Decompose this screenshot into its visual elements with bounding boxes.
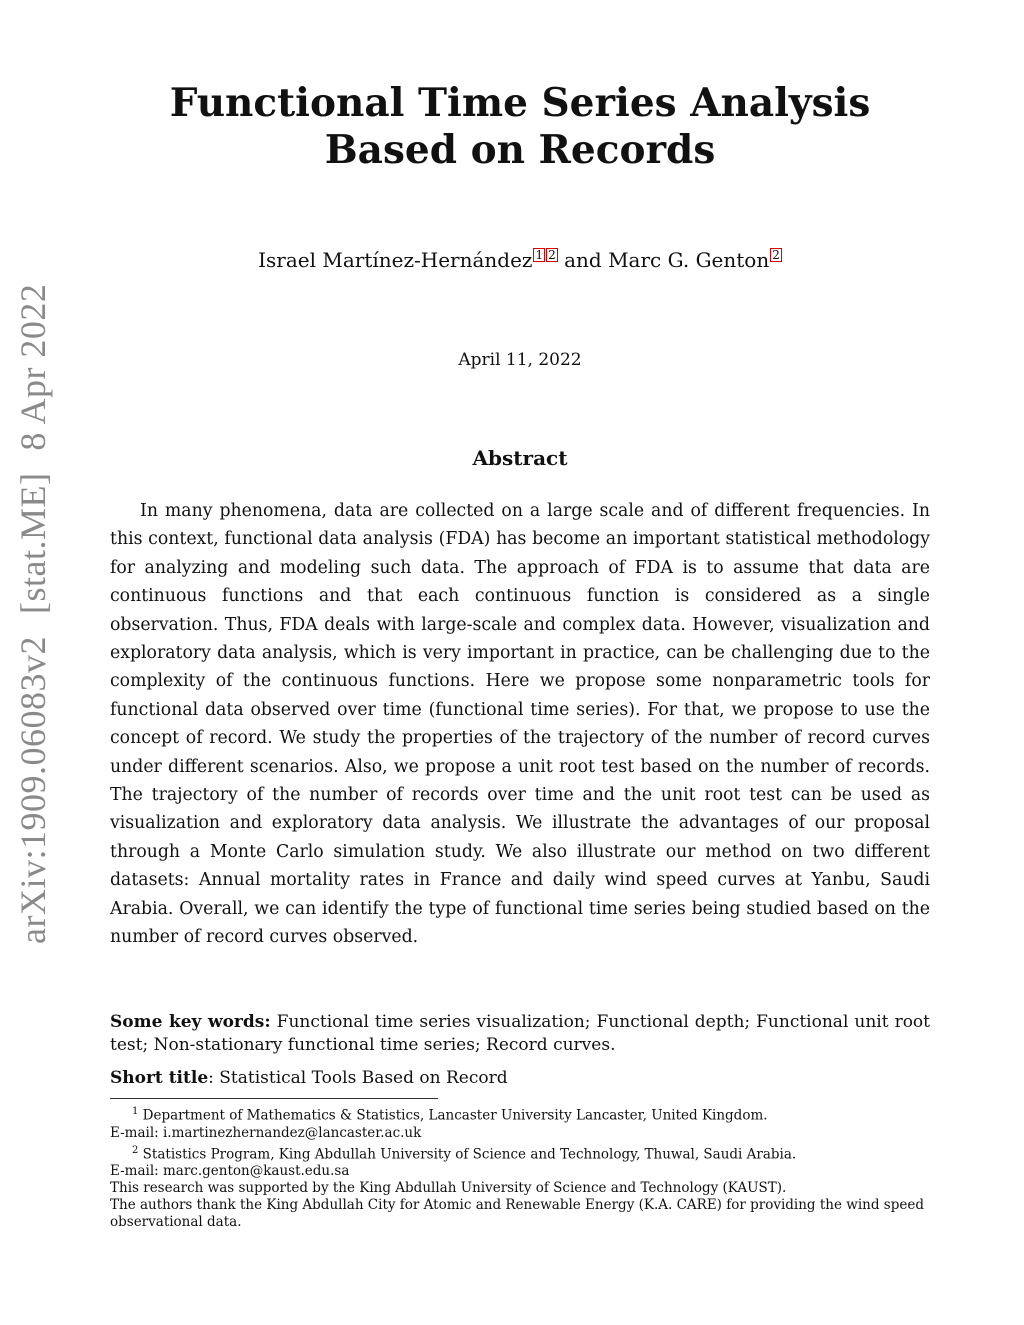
footnote-2 [110, 1142, 930, 1164]
footnote-2-text: Statistics Program, King Abdullah University of Science and Technology, Thuwal, Saudi Arabia. [142, 1146, 797, 1162]
footnote-1 [110, 1103, 930, 1125]
footnote-1-email: E-mail: i.martinezhernandez@lancaster.ac.uk [110, 1124, 422, 1141]
abstract-text: In many phenomena, data are collected on a large scale and of different frequencies. In this context, functional data analysis (FDA) has become an important statistical methodology for analyzing and modeling such data. The approach of FDA is to assume that data are continuous functions and that each continuous function is considered as a single observation. Thus, FDA deals with large-scale and complex data. However, visualization and exploratory data analysis, which is very important in practice, can be challenging due to the complexity of the continuous functions. Here we propose some nonparametric tools for functional data observed over time (functional time series). For that, we propose to use the concept of record. We study the properties of the trajectory of the number of record curves under different scenarios. Also, we propose a unit root test based on the number of records. The trajectory of the number of records over time and the unit root test can be used as visualization and exploratory data analysis. We illustrate the advantages of our proposal through a Monte Carlo simulation study. We also illustrate our method on two different datasets: Annual mortality rates in France and daily wind speed curves at Yanbu, Saudi Arabia. Overall, we can identify the type of functional time series being studied based on the number of record curves observed. [110, 501, 930, 948]
author-name-1: Israel Martínez-Hernández [258, 248, 533, 272]
arxiv-category: [stat.ME] [13, 472, 53, 615]
keywords-label: Some key words: [110, 1012, 271, 1032]
short-title-text: : Statistical Tools Based on Record [208, 1068, 508, 1088]
abstract-heading: Abstract [472, 446, 568, 470]
paper-title: Functional Time Series Analysis Based on Records [169, 80, 871, 173]
short-title [110, 1068, 930, 1088]
footnote-ref-2[interactable]: 2 [548, 248, 556, 262]
arxiv-stamp [12, 262, 54, 944]
author-line [100, 248, 940, 272]
short-title-label: Short title [110, 1068, 209, 1088]
footnote-ref-1[interactable]: 1 [535, 248, 544, 262]
footnotes [110, 1103, 930, 1231]
acknowledgement-note: The authors thank the King Abdullah City for Atomic and Renewable Energy (K.A. CARE) for providing the wind speed observational data. [110, 1197, 924, 1230]
funding-note: This research was supported by the King Abdullah University of Science and Technology (KAUST). [110, 1180, 787, 1196]
footnote-1-mark: 1 [132, 1106, 139, 1117]
author-name-2: Marc G. Genton [608, 248, 770, 272]
footnote-2-mark: 2 [132, 1144, 139, 1156]
keywords [110, 1011, 930, 1057]
paper-date: April 11, 2022 [458, 350, 582, 370]
arxiv-id[interactable]: arXiv:1909.06083v2 [13, 636, 53, 944]
author-connector: and [564, 248, 602, 272]
footnote-ref-2b[interactable]: 2 [772, 248, 780, 262]
footnote-divider [110, 1098, 438, 1099]
footnote-1-text: Department of Mathematics & Statistics, Lancaster University Lancaster, United Kingdom. [142, 1107, 768, 1124]
footnote-2-email: E-mail: marc.genton@kaust.edu.sa [110, 1163, 350, 1179]
keywords-text: Functional time series visualization; Functional depth; Functional unit root test; Non-stationary functional time series; Record curves. [110, 1012, 931, 1055]
arxiv-date: 8 Apr 2022 [13, 283, 53, 451]
